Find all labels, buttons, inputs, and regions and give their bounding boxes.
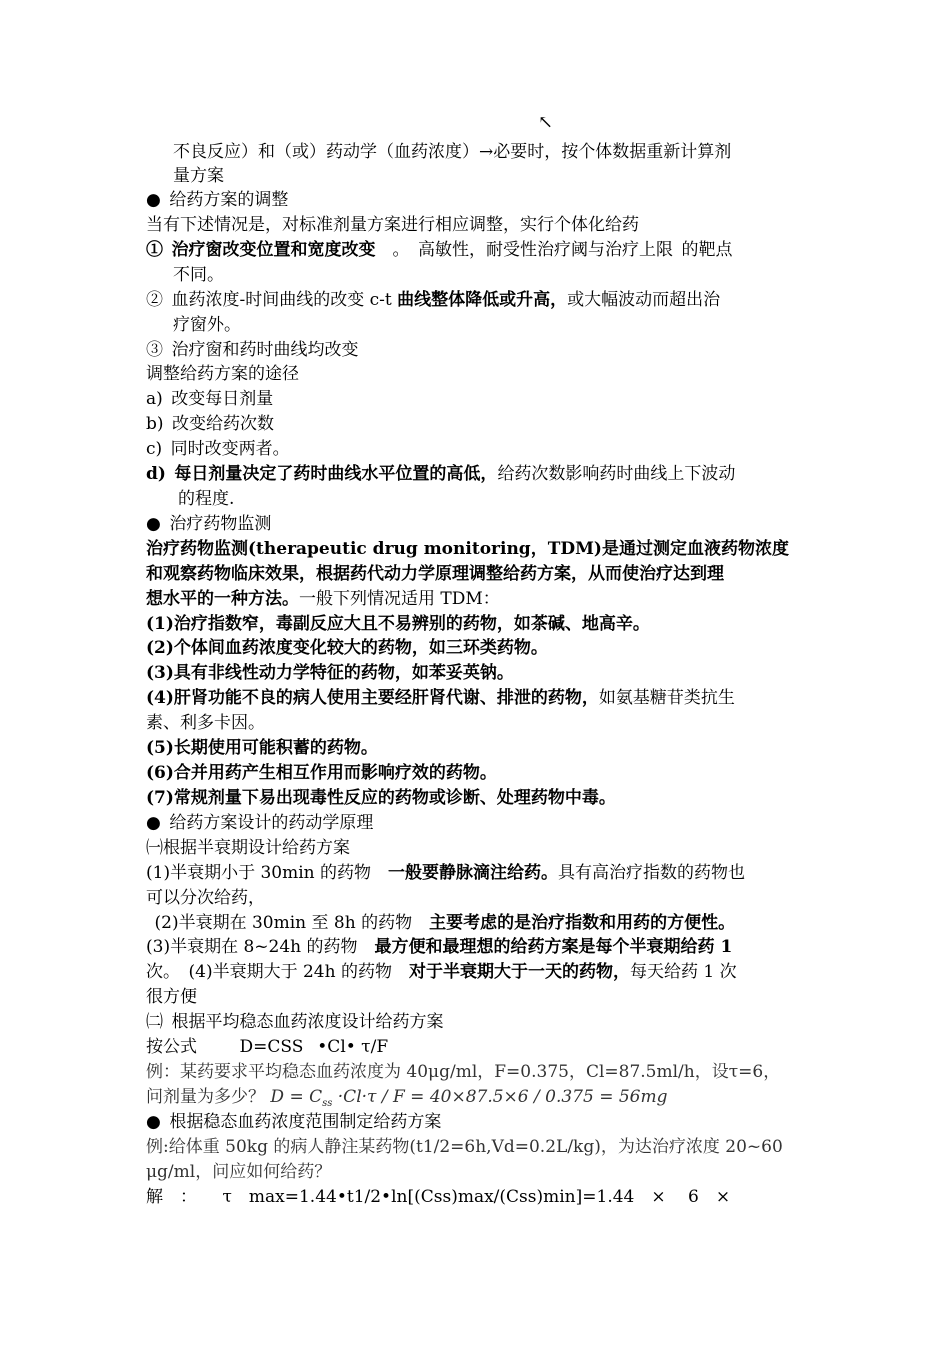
text-line: (3)半衰期在 8~24h 的药物 最方便和最理想的给药方案是每个半衰期给药 1 bbox=[146, 937, 733, 957]
text-line: 很方便 bbox=[146, 987, 197, 1007]
text-line: 治疗药物监测(therapeutic drug monitoring，TDM)是通过测定血液药物浓度 bbox=[146, 539, 789, 559]
text-line: μg/ml，问应如何给药？ bbox=[146, 1162, 332, 1182]
section-heading: ● 给药方案的调整 bbox=[146, 190, 289, 210]
list-item: (7)常规剂量下易出现毒性反应的药物或诊断、处理药物中毒。 bbox=[146, 788, 616, 808]
text-line: 当有下述情况是，对标准剂量方案进行相应调整，实行个体化给药 bbox=[146, 215, 639, 235]
text-line: 疗窗外。 bbox=[173, 315, 241, 335]
text-line: ① 治疗窗改变位置和宽度改变 。 高敏性，耐受性治疗阈与治疗上限 的靶点 bbox=[146, 240, 733, 260]
text-line: 调整给药方案的途径 bbox=[146, 364, 299, 384]
text-line: 解 ： τ max=1.44•t1/2•ln[(Css)max/(Css)min]=1.44 × 6 × bbox=[146, 1187, 731, 1207]
list-item: (5)长期使用可能积蓄的药物。 bbox=[146, 738, 378, 758]
section-heading: ● 治疗药物监测 bbox=[146, 514, 272, 534]
list-item: (1)治疗指数窄，毒副反应大且不易辨别的药物，如茶碱、地高辛。 bbox=[146, 614, 650, 634]
text-line: 的程度. bbox=[178, 489, 235, 509]
list-item: a) 改变每日剂量 bbox=[146, 389, 274, 409]
text-line: (1)半衰期小于 30min 的药物 一般要静脉滴注给药。具有高治疗指数的药物也 bbox=[146, 863, 746, 883]
text-line: 次。 (4)半衰期大于 24h 的药物 对于半衰期大于一天的药物，每天给药 1 次 bbox=[146, 962, 737, 982]
text-line: ② 血药浓度-时间曲线的改变 c-t 曲线整体降低或升高，或大幅波动而超出治 bbox=[146, 290, 721, 310]
list-item: b) 改变给药次数 bbox=[146, 414, 275, 434]
dose-formula: $D = C_{ss} \cdot Cl\cdot\tau / F = 40\times 87.5\times 6 / 0.375 = 56mg$ bbox=[270, 1087, 668, 1109]
text-line: 素、利多卡因。 bbox=[146, 713, 265, 733]
list-item: c) 同时改变两者。 bbox=[146, 439, 290, 459]
formula-line: 按公式 D=CSS •Cl• τ/F bbox=[146, 1037, 389, 1057]
text-line: 不同。 bbox=[173, 265, 224, 285]
list-item: (3)具有非线性动力学特征的药物，如苯妥英钠。 bbox=[146, 663, 514, 683]
section-heading: ● 给药方案设计的药动学原理 bbox=[146, 813, 374, 833]
text-line: 和观察药物临床效果，根据药代动力学原理调整给药方案，从而使治疗达到理 bbox=[146, 564, 724, 584]
list-item: (4)肝肾功能不良的病人使用主要经肝肾代谢、排泄的药物，如氨基糖苷类抗生 bbox=[146, 688, 735, 708]
arrow-marker: ↖ bbox=[538, 112, 554, 133]
text-line: 可以分次给药， bbox=[146, 888, 265, 908]
list-item: d) 每日剂量决定了药时曲线水平位置的高低，给药次数影响药时曲线上下波动 bbox=[146, 464, 736, 484]
text-line: 想水平的一种方法。一般下列情况适用 TDM： bbox=[146, 589, 500, 609]
text-line: ③ 治疗窗和药时曲线均改变 bbox=[146, 340, 359, 360]
text-line: 例:给体重 50kg 的病人静注某药物(t1/2=6h,Vd=0.2L/kg)，为达治疗浓度 20~60 bbox=[146, 1137, 783, 1157]
text-line: 问剂量为多少？ $D = C_{ss} \cdot Cl\cdot\tau / F = 40\times 87.5\times 6 / 0.375 = 56mg$ bbox=[146, 1087, 668, 1109]
section-heading: ● 根据稳态血药浓度范围制定给药方案 bbox=[146, 1112, 442, 1132]
list-item: (6)合并用药产生相互作用而影响疗效的药物。 bbox=[146, 763, 497, 783]
text-line: 不良反应）和（或）药动学（血药浓度）→必要时，按个体数据重新计算剂 bbox=[173, 142, 732, 162]
text-line: 量方案 bbox=[173, 166, 224, 186]
text-line: (2)半衰期在 30min 至 8h 的药物 主要考虑的是治疗指数和用药的方便性。 bbox=[146, 913, 736, 933]
text-line: ㈠根据半衰期设计给药方案 bbox=[146, 838, 350, 858]
text-line: ㈡ 根据平均稳态血药浓度设计给药方案 bbox=[146, 1012, 444, 1032]
text-line: 例：某药要求平均稳态血药浓度为 40μg/ml，F=0.375，Cl=87.5ml/h，设τ=6， bbox=[146, 1062, 781, 1082]
list-item: (2)个体间血药浓度变化较大的药物，如三环类药物。 bbox=[146, 638, 548, 658]
